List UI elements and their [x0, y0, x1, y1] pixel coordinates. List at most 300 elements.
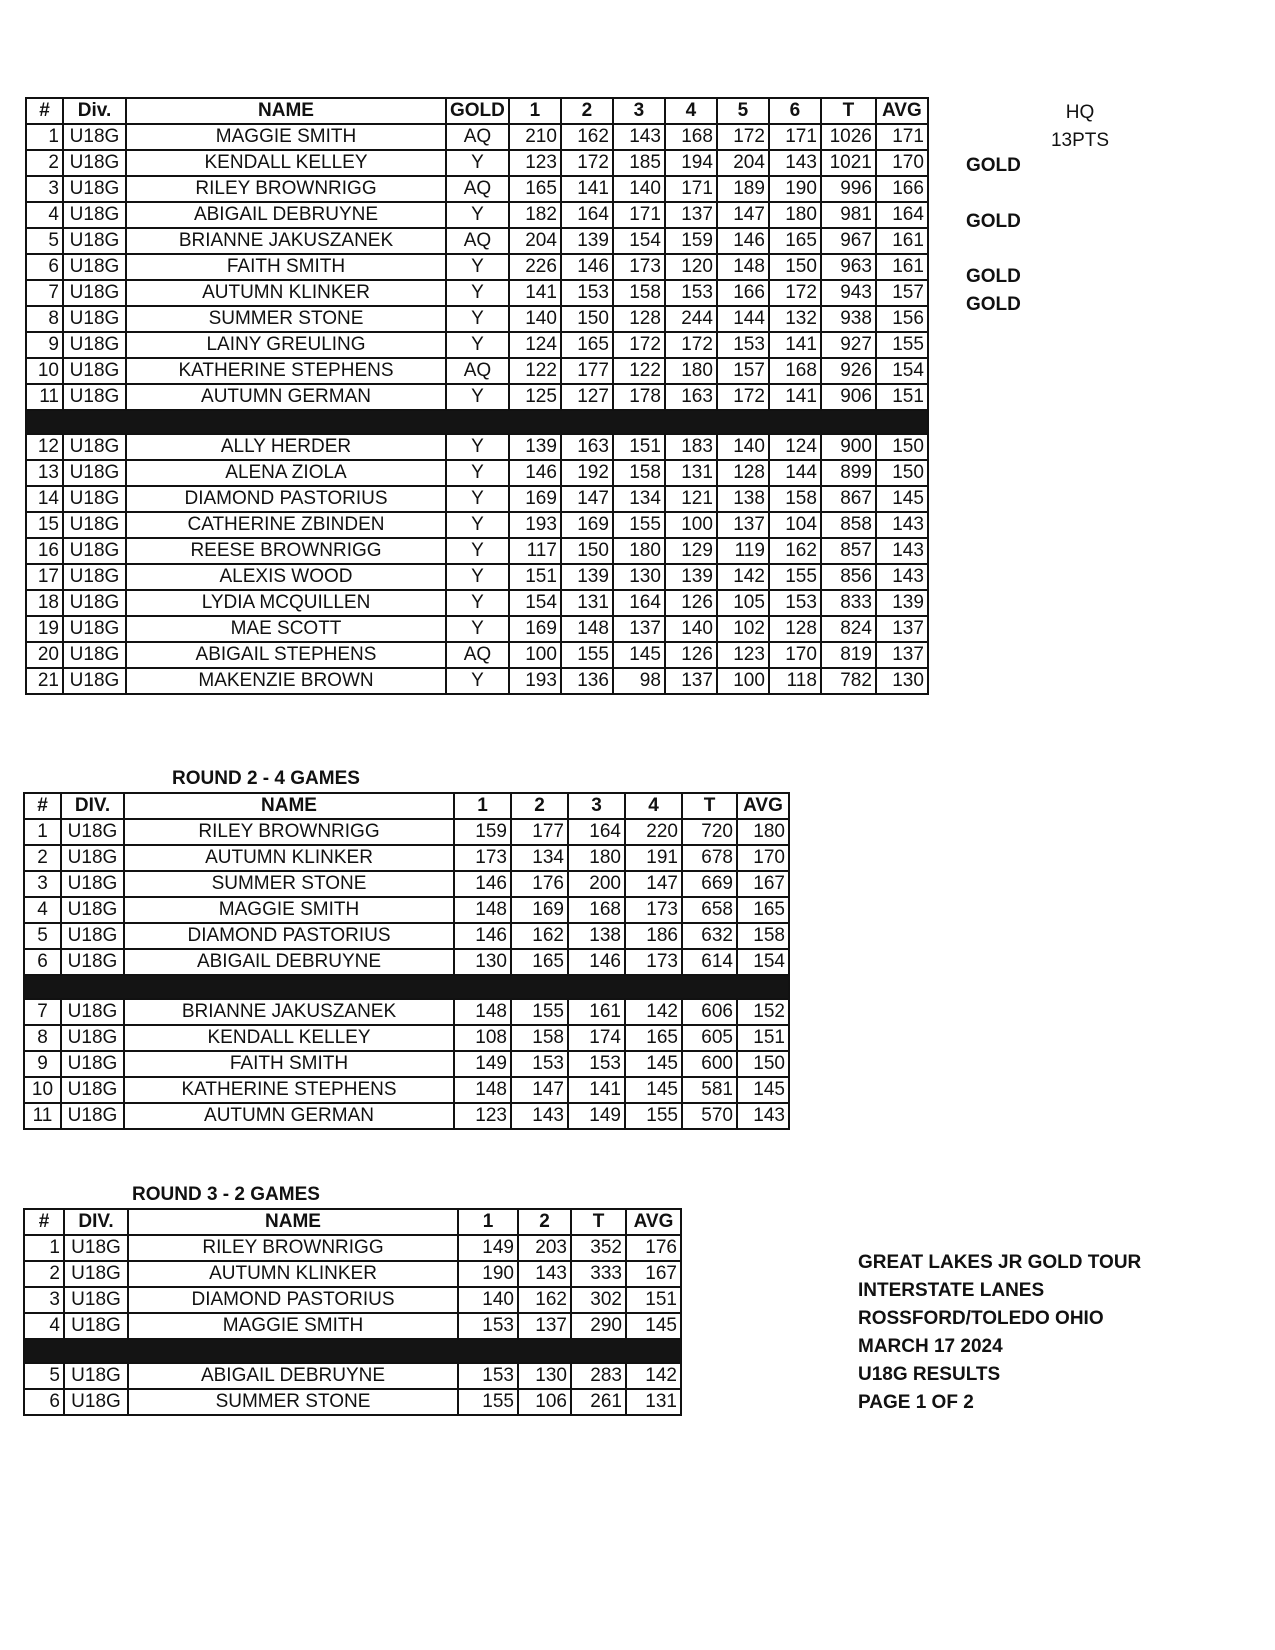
table-cell: 165	[509, 176, 561, 202]
bowler-name-cell: AUTUMN KLINKER	[128, 1261, 458, 1287]
table-cell: U18G	[61, 1025, 124, 1051]
table-cell: 182	[509, 202, 561, 228]
bowler-name-cell: ABIGAIL DEBRUYNE	[124, 949, 454, 975]
column-header: NAME	[126, 98, 446, 124]
table-cell: 17	[26, 564, 63, 590]
table-cell: 192	[561, 460, 613, 486]
table-cell: 140	[613, 176, 665, 202]
round3-title: ROUND 3 - 2 GAMES	[132, 1184, 320, 1205]
table-cell: 290	[571, 1313, 626, 1339]
table-cell: Y	[446, 486, 509, 512]
table-row	[26, 176, 928, 202]
table-cell: Y	[446, 384, 509, 410]
table-cell: 193	[509, 668, 561, 694]
table-cell: 678	[682, 845, 737, 871]
table-cell: 158	[737, 923, 789, 949]
table-cell: 12	[26, 434, 63, 460]
table-row	[24, 1235, 681, 1261]
bowler-name-cell: ABIGAIL DEBRUYNE	[128, 1363, 458, 1389]
table-cell: 190	[769, 176, 821, 202]
table-cell: 153	[458, 1313, 518, 1339]
table-cell: 963	[821, 254, 876, 280]
event-info-block	[858, 1249, 1141, 1417]
table-cell: 130	[613, 564, 665, 590]
bowler-name-cell: BRIANNE JAKUSZANEK	[126, 228, 446, 254]
table-cell: 204	[509, 228, 561, 254]
column-header: #	[24, 1209, 64, 1235]
table-cell: 819	[821, 642, 876, 668]
table-cell: 171	[665, 176, 717, 202]
column-header: T	[821, 98, 876, 124]
table-cell: 180	[665, 358, 717, 384]
table-cell: U18G	[61, 999, 124, 1025]
column-header: DIV.	[64, 1209, 128, 1235]
table-cell: 943	[821, 280, 876, 306]
table-cell: 123	[454, 1103, 511, 1129]
table-cell: 244	[665, 306, 717, 332]
table-cell: 614	[682, 949, 737, 975]
column-header: 3	[613, 98, 665, 124]
table-row	[24, 1077, 789, 1103]
table-cell: 5	[24, 1363, 64, 1389]
bowler-name-cell: MAGGIE SMITH	[128, 1313, 458, 1339]
table-cell: 172	[769, 280, 821, 306]
table-cell: U18G	[63, 202, 126, 228]
table-cell: 149	[458, 1235, 518, 1261]
table-row	[24, 949, 789, 975]
table-cell: 185	[613, 150, 665, 176]
table-cell: 176	[511, 871, 568, 897]
gold-label: GOLD	[966, 155, 1021, 176]
table-cell: 151	[876, 384, 928, 410]
table-cell: 145	[613, 642, 665, 668]
table-cell: 1	[24, 819, 61, 845]
table-cell: 3	[24, 1287, 64, 1313]
table-cell: 173	[454, 845, 511, 871]
venue-name: INTERSTATE LANES	[858, 1280, 1045, 1301]
table-cell: 100	[509, 642, 561, 668]
table-cell: U18G	[64, 1363, 128, 1389]
table-cell: 220	[625, 819, 682, 845]
table-cell: 858	[821, 512, 876, 538]
table-cell: 1021	[821, 150, 876, 176]
page-number: PAGE 1 OF 2	[858, 1392, 974, 1413]
table-cell: 104	[769, 512, 821, 538]
table-cell: U18G	[61, 871, 124, 897]
table-cell: U18G	[63, 332, 126, 358]
table-cell: 153	[511, 1051, 568, 1077]
table-cell: 140	[717, 434, 769, 460]
table-cell: 352	[571, 1235, 626, 1261]
table-cell: AQ	[446, 124, 509, 150]
table-cell: 162	[561, 124, 613, 150]
table-row	[26, 228, 928, 254]
table-cell: U18G	[61, 949, 124, 975]
table-cell: 152	[737, 999, 789, 1025]
event-name: GREAT LAKES JR GOLD TOUR	[858, 1252, 1142, 1273]
table-row	[26, 306, 928, 332]
table-cell: 147	[511, 1077, 568, 1103]
table-cell: 166	[876, 176, 928, 202]
table-cell: 165	[561, 332, 613, 358]
round1-standings-table	[25, 97, 929, 695]
bowler-name-cell: SUMMER STONE	[126, 306, 446, 332]
table-cell: 158	[511, 1025, 568, 1051]
table-row	[26, 512, 928, 538]
table-cell: U18G	[61, 897, 124, 923]
table-row	[24, 819, 789, 845]
column-header: #	[24, 793, 61, 819]
table-row	[26, 358, 928, 384]
bowler-name-cell: AUTUMN GERMAN	[126, 384, 446, 410]
table-cell: 720	[682, 819, 737, 845]
table-cell: U18G	[64, 1261, 128, 1287]
table-cell: 122	[613, 358, 665, 384]
bowler-name-cell: ALEXIS WOOD	[126, 564, 446, 590]
table-cell: U18G	[63, 668, 126, 694]
table-cell: 1	[26, 124, 63, 150]
table-cell: 173	[625, 949, 682, 975]
table-cell: 180	[737, 819, 789, 845]
table-row	[24, 1363, 681, 1389]
bowler-name-cell: MAGGIE SMITH	[126, 124, 446, 150]
table-cell: 154	[876, 358, 928, 384]
table-cell: 203	[518, 1235, 571, 1261]
table-cell: 7	[24, 999, 61, 1025]
table-row	[26, 254, 928, 280]
table-cell: 123	[717, 642, 769, 668]
table-cell: 145	[626, 1313, 681, 1339]
table-cell: 154	[737, 949, 789, 975]
table-cell: 996	[821, 176, 876, 202]
table-cell: 131	[561, 590, 613, 616]
table-cell: U18G	[63, 616, 126, 642]
table-cell: 136	[561, 668, 613, 694]
table-cell: 150	[876, 460, 928, 486]
table-cell: 13	[26, 460, 63, 486]
table-cell: 162	[511, 923, 568, 949]
table-cell: Y	[446, 512, 509, 538]
table-cell: 154	[509, 590, 561, 616]
table-cell: 180	[613, 538, 665, 564]
table-cell: 171	[876, 124, 928, 150]
gold-label: GOLD	[966, 266, 1021, 287]
table-cell: 153	[458, 1363, 518, 1389]
table-cell: U18G	[63, 642, 126, 668]
table-cell: 164	[561, 202, 613, 228]
table-row	[26, 332, 928, 358]
table-cell: 172	[717, 384, 769, 410]
table-cell: 283	[571, 1363, 626, 1389]
table-cell: 117	[509, 538, 561, 564]
table-header-row	[24, 793, 789, 819]
table-cell: 155	[876, 332, 928, 358]
table-row	[26, 616, 928, 642]
table-cell: 151	[613, 434, 665, 460]
table-cell: 153	[769, 590, 821, 616]
table-cell: 1	[24, 1235, 64, 1261]
table-cell: 106	[518, 1389, 571, 1415]
table-cell: 9	[26, 332, 63, 358]
table-cell: 8	[26, 306, 63, 332]
table-cell: 161	[568, 999, 625, 1025]
table-cell: 169	[561, 512, 613, 538]
bowler-name-cell: DIAMOND PASTORIUS	[126, 486, 446, 512]
table-cell: 161	[876, 254, 928, 280]
table-cell: 172	[561, 150, 613, 176]
table-cell: 168	[568, 897, 625, 923]
table-cell: 6	[24, 1389, 64, 1415]
table-header-row	[26, 98, 928, 124]
table-cell: 143	[518, 1261, 571, 1287]
table-cell: 100	[717, 668, 769, 694]
column-header: Div.	[63, 98, 126, 124]
table-cell: 833	[821, 590, 876, 616]
table-cell: 155	[625, 1103, 682, 1129]
bowler-name-cell: DIAMOND PASTORIUS	[124, 923, 454, 949]
table-cell: 123	[509, 150, 561, 176]
table-cell: U18G	[63, 176, 126, 202]
table-cell: 149	[454, 1051, 511, 1077]
bowler-name-cell: KATHERINE STEPHENS	[124, 1077, 454, 1103]
table-cell: 180	[568, 845, 625, 871]
hq-value: 13PTS	[1050, 130, 1110, 151]
bowler-name-cell: KENDALL KELLEY	[126, 150, 446, 176]
gold-label: GOLD	[966, 294, 1021, 315]
bowler-name-cell: DIAMOND PASTORIUS	[128, 1287, 458, 1313]
table-cell: 1026	[821, 124, 876, 150]
round3-standings-table	[23, 1208, 682, 1416]
table-cell: 14	[26, 486, 63, 512]
table-cell: 145	[625, 1077, 682, 1103]
table-cell: 632	[682, 923, 737, 949]
table-cell: 145	[876, 486, 928, 512]
table-cell: U18G	[64, 1235, 128, 1261]
table-cell: U18G	[63, 512, 126, 538]
table-cell: Y	[446, 254, 509, 280]
table-row	[26, 486, 928, 512]
table-cell: AQ	[446, 642, 509, 668]
table-cell: 155	[458, 1389, 518, 1415]
table-cell: 131	[626, 1389, 681, 1415]
bowler-name-cell: ABIGAIL DEBRUYNE	[126, 202, 446, 228]
table-cell: 147	[717, 202, 769, 228]
table-cell: 163	[665, 384, 717, 410]
table-cell: U18G	[61, 1051, 124, 1077]
table-cell: 141	[561, 176, 613, 202]
table-cell: 147	[625, 871, 682, 897]
table-cell: 148	[454, 999, 511, 1025]
column-header: 1	[454, 793, 511, 819]
table-cell: 138	[717, 486, 769, 512]
table-cell: 171	[769, 124, 821, 150]
gold-label: GOLD	[966, 211, 1021, 232]
table-cell: 18	[26, 590, 63, 616]
table-cell: AQ	[446, 176, 509, 202]
table-cell: 169	[509, 486, 561, 512]
table-cell: 16	[26, 538, 63, 564]
table-cell: 10	[26, 358, 63, 384]
table-cell: 151	[737, 1025, 789, 1051]
table-cell: 161	[876, 228, 928, 254]
table-cell: 5	[24, 923, 61, 949]
table-cell: 605	[682, 1025, 737, 1051]
table-cell: 157	[876, 280, 928, 306]
bowler-name-cell: MAKENZIE BROWN	[126, 668, 446, 694]
table-cell: 140	[509, 306, 561, 332]
bowler-name-cell: SUMMER STONE	[124, 871, 454, 897]
table-cell: U18G	[61, 923, 124, 949]
table-cell: 151	[509, 564, 561, 590]
bowler-name-cell: RILEY BROWNRIGG	[124, 819, 454, 845]
table-cell: 140	[665, 616, 717, 642]
table-row	[26, 590, 928, 616]
column-header: DIV.	[61, 793, 124, 819]
table-cell: 126	[665, 590, 717, 616]
round2-standings-table	[23, 792, 790, 1130]
column-header: NAME	[124, 793, 454, 819]
bowler-name-cell: AUTUMN KLINKER	[126, 280, 446, 306]
table-row	[24, 1025, 789, 1051]
table-cell: 153	[568, 1051, 625, 1077]
cut-line-separator	[26, 410, 928, 434]
table-cell: 139	[509, 434, 561, 460]
table-cell: U18G	[63, 254, 126, 280]
table-cell: 867	[821, 486, 876, 512]
table-cell: 158	[613, 280, 665, 306]
table-cell: 98	[613, 668, 665, 694]
table-cell: 159	[665, 228, 717, 254]
table-cell: 131	[665, 460, 717, 486]
bowler-name-cell: LAINY GREULING	[126, 332, 446, 358]
table-cell: 125	[509, 384, 561, 410]
table-cell: 146	[717, 228, 769, 254]
table-cell: 153	[717, 332, 769, 358]
column-header: AVG	[737, 793, 789, 819]
table-cell: 147	[561, 486, 613, 512]
table-cell: 144	[717, 306, 769, 332]
table-row	[26, 280, 928, 306]
table-cell: 141	[769, 384, 821, 410]
table-cell: 171	[613, 202, 665, 228]
table-cell: 155	[511, 999, 568, 1025]
table-cell: 153	[665, 280, 717, 306]
table-cell: 143	[737, 1103, 789, 1129]
table-cell: 164	[568, 819, 625, 845]
table-cell: 128	[769, 616, 821, 642]
table-cell: 137	[665, 668, 717, 694]
table-cell: 137	[717, 512, 769, 538]
results-title: U18G RESULTS	[858, 1364, 1001, 1385]
table-cell: 168	[769, 358, 821, 384]
table-cell: 782	[821, 668, 876, 694]
table-cell: 163	[561, 434, 613, 460]
table-cell: 143	[769, 150, 821, 176]
table-cell: 167	[737, 871, 789, 897]
bowler-name-cell: SUMMER STONE	[128, 1389, 458, 1415]
table-cell: 146	[454, 871, 511, 897]
table-cell: 191	[625, 845, 682, 871]
table-cell: 9	[24, 1051, 61, 1077]
table-cell: 155	[561, 642, 613, 668]
table-row	[26, 564, 928, 590]
table-cell: 162	[769, 538, 821, 564]
table-row	[24, 871, 789, 897]
table-cell: 132	[769, 306, 821, 332]
table-cell: 186	[625, 923, 682, 949]
bowler-name-cell: MAGGIE SMITH	[124, 897, 454, 923]
column-header: 3	[568, 793, 625, 819]
table-cell: U18G	[63, 150, 126, 176]
table-cell: 938	[821, 306, 876, 332]
table-row	[24, 1261, 681, 1287]
table-row	[24, 1313, 681, 1339]
table-cell: U18G	[63, 358, 126, 384]
table-row	[26, 150, 928, 176]
table-cell: 141	[509, 280, 561, 306]
table-cell: 178	[613, 384, 665, 410]
table-cell: 130	[454, 949, 511, 975]
bowler-name-cell: MAE SCOTT	[126, 616, 446, 642]
table-cell: U18G	[64, 1287, 128, 1313]
cut-line-separator	[24, 1339, 681, 1363]
column-header: 4	[665, 98, 717, 124]
table-cell: Y	[446, 332, 509, 358]
table-cell: 7	[26, 280, 63, 306]
column-header: GOLD	[446, 98, 509, 124]
table-cell: 170	[737, 845, 789, 871]
table-cell: 20	[26, 642, 63, 668]
table-cell: 6	[24, 949, 61, 975]
table-cell: 21	[26, 668, 63, 694]
table-cell: 8	[24, 1025, 61, 1051]
table-cell: 148	[454, 1077, 511, 1103]
bowler-name-cell: ALLY HERDER	[126, 434, 446, 460]
table-cell: 165	[769, 228, 821, 254]
table-cell: 121	[665, 486, 717, 512]
table-cell: 166	[717, 280, 769, 306]
table-cell: U18G	[64, 1313, 128, 1339]
table-cell: U18G	[63, 384, 126, 410]
table-cell: 2	[24, 1261, 64, 1287]
table-cell: 137	[518, 1313, 571, 1339]
table-row	[24, 1103, 789, 1129]
bowler-name-cell: KATHERINE STEPHENS	[126, 358, 446, 384]
column-header: 4	[625, 793, 682, 819]
column-header: AVG	[876, 98, 928, 124]
table-cell: 3	[24, 871, 61, 897]
table-cell: 165	[625, 1025, 682, 1051]
table-cell: 658	[682, 897, 737, 923]
table-row	[26, 538, 928, 564]
table-cell: 170	[769, 642, 821, 668]
table-cell: 669	[682, 871, 737, 897]
table-row	[26, 668, 928, 694]
table-cell: 143	[613, 124, 665, 150]
table-cell: 150	[561, 306, 613, 332]
table-cell: 900	[821, 434, 876, 460]
table-cell: 159	[454, 819, 511, 845]
table-cell: 926	[821, 358, 876, 384]
table-cell: 141	[769, 332, 821, 358]
column-header: NAME	[128, 1209, 458, 1235]
table-cell: 10	[24, 1077, 61, 1103]
table-cell: 148	[561, 616, 613, 642]
table-cell: 148	[454, 897, 511, 923]
table-cell: 176	[626, 1235, 681, 1261]
table-cell: 130	[876, 668, 928, 694]
table-cell: 155	[769, 564, 821, 590]
